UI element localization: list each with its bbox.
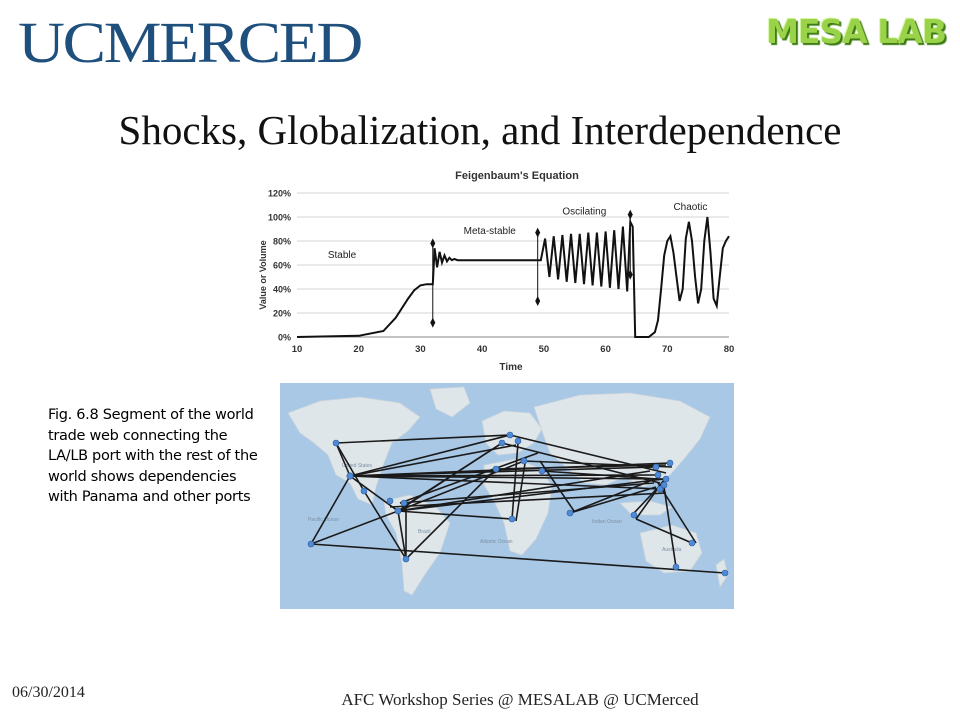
phase-marker-tip xyxy=(628,210,633,220)
port-node xyxy=(655,472,661,478)
port-node xyxy=(661,482,667,488)
port-node xyxy=(673,564,679,570)
port-node xyxy=(663,476,669,482)
phase-marker-tip xyxy=(430,318,435,328)
label-south-atlantic: Atlantic Ocean xyxy=(480,539,513,545)
slide-footer: AFC Workshop Series @ MESALAB @ UCMerced xyxy=(341,690,699,709)
port-node xyxy=(493,466,499,472)
port-la-lb xyxy=(347,473,353,479)
x-tick-label: 50 xyxy=(538,344,550,355)
port-node xyxy=(653,464,659,470)
world-trade-map xyxy=(280,383,734,609)
y-tick-label: 0% xyxy=(277,332,291,343)
phase-label: Stable xyxy=(327,249,357,261)
x-axis-label: Time xyxy=(499,362,523,373)
port-node xyxy=(333,440,339,446)
x-tick-label: 20 xyxy=(353,344,365,355)
x-tick-label: 30 xyxy=(415,344,426,355)
y-tick-label: 20% xyxy=(272,308,291,319)
port-node xyxy=(567,510,573,516)
y-tick-label: 100% xyxy=(267,212,291,223)
label-north-pacific: Pacific Ocean xyxy=(308,517,339,523)
y-axis-label: Value or Volume xyxy=(258,240,268,310)
phase-marker-tip xyxy=(535,296,540,306)
x-tick-label: 80 xyxy=(723,344,735,355)
port-node xyxy=(539,468,545,474)
port-node xyxy=(509,516,515,522)
label-indian-ocean: Indian Ocean xyxy=(592,519,622,525)
feigenbaum-chart xyxy=(245,165,743,375)
slide-title: Shocks, Globalization, and Interdependence xyxy=(118,107,842,153)
port-node xyxy=(361,488,367,494)
phase-label: Chaotic xyxy=(673,201,708,213)
label-australia: Australia xyxy=(662,547,682,553)
y-tick-labels xyxy=(268,189,291,343)
y-tick-label: 120% xyxy=(267,188,291,199)
x-tick-labels xyxy=(292,344,735,355)
figure-caption: Fig. 6.8 Segment of the world trade web connecting the LA/LB port with the rest of the world shows dependencies with Panama and other ports xyxy=(48,407,258,505)
phase-label: Oscilating xyxy=(562,206,607,218)
label-brazil: Brazil xyxy=(418,529,431,535)
port-node xyxy=(499,440,505,446)
port-node xyxy=(689,540,695,546)
y-tick-label: 80% xyxy=(272,236,291,247)
port-node xyxy=(722,570,728,576)
port-node xyxy=(515,438,521,444)
port-node xyxy=(631,512,637,518)
port-node xyxy=(401,500,407,506)
label-united-states: United States xyxy=(342,463,373,469)
trade-map-svg xyxy=(280,383,734,609)
chart-svg xyxy=(245,165,743,375)
chart-title: Feigenbaum's Equation xyxy=(455,170,579,182)
port-node xyxy=(403,556,409,562)
phase-marker-tip xyxy=(535,228,540,238)
phase-marker-tip xyxy=(430,238,435,248)
port-node xyxy=(507,432,513,438)
slide-date: 06/30/2014 xyxy=(12,684,85,701)
phase-label: Meta-stable xyxy=(463,225,516,237)
port-node xyxy=(308,541,314,547)
port-node xyxy=(521,458,527,464)
port-node xyxy=(387,498,393,504)
phase-annotations xyxy=(328,202,708,261)
y-tick-label: 40% xyxy=(272,284,291,295)
x-tick-label: 60 xyxy=(600,344,611,355)
x-tick-label: 40 xyxy=(476,344,488,355)
ucmerced-logo: UCMERCED xyxy=(18,10,362,75)
port-node xyxy=(667,460,673,466)
port-panama xyxy=(395,508,401,514)
x-tick-label: 70 xyxy=(661,344,673,355)
x-tick-label: 10 xyxy=(291,344,303,355)
y-tick-label: 60% xyxy=(272,260,291,271)
mesa-lab-logo: MESA LAB xyxy=(766,12,946,51)
